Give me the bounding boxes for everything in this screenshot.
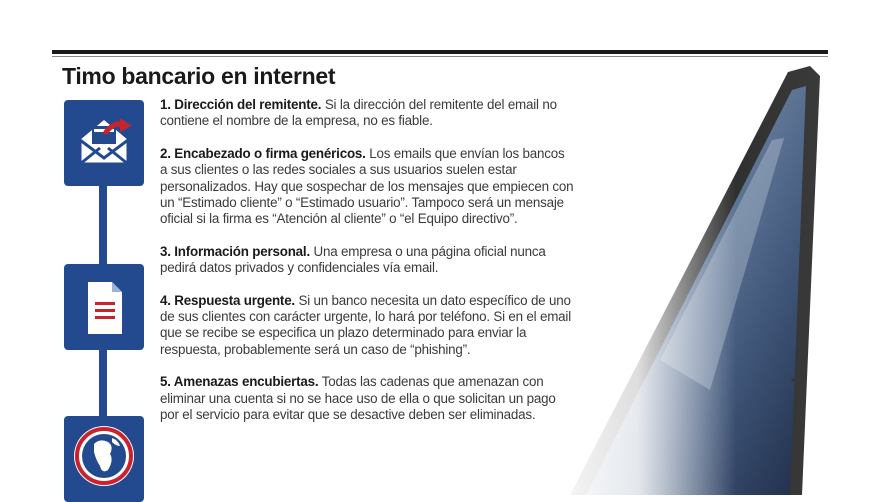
globe-icon <box>64 416 144 495</box>
top-rule-thin <box>52 56 828 57</box>
tip-heading: 2. Encabezado o firma genéricos. <box>160 145 366 161</box>
tip-body: Si un banco necesita un dato específico de uno de sus clientes con carácter urgente, lo hará por teléfono. Si en el email que se recibe se especifica un plazo determinado para enviar la respuesta, probablemente será un caso de “phishing”. <box>160 292 571 357</box>
tip-item-3 <box>160 244 575 277</box>
icon-connector-2 <box>99 350 107 416</box>
page-title: Timo bancario en internet <box>62 63 336 89</box>
tip-heading: 3. Información personal. <box>160 243 310 259</box>
email-icon-box <box>64 100 144 186</box>
tip-item-1 <box>160 97 575 130</box>
tip-item-5 <box>160 374 575 423</box>
tip-heading: 5. Amenazas encubiertas. <box>160 374 319 390</box>
tip-item-2 <box>160 146 575 228</box>
document-icon <box>64 264 144 350</box>
tip-body: Si la dirección del remitente del email no contiene el nombre de la empresa, no es fiable. <box>160 97 557 129</box>
tip-body: Los emails que envían los bancos a sus clientes o las redes sociales a sus usuarios suelen estar personalizados. Hay que sospechar de los mensajes que empiecen con un “Estimado cliente” o “Estimado usuario”. Tampoco será un mensaje oficial si la firma es “Atención al cliente” o “el Equipo directivo”. <box>160 145 574 227</box>
document-icon-box <box>64 264 144 350</box>
top-rule <box>52 50 828 54</box>
email-forward-icon <box>64 100 144 186</box>
tip-item-4 <box>160 293 575 359</box>
tip-heading: 4. Respuesta urgente. <box>160 292 295 308</box>
globe-icon-box <box>64 416 144 502</box>
monitor-illustration <box>540 60 880 495</box>
icon-connector-1 <box>99 186 107 264</box>
tips-list <box>160 97 575 440</box>
tip-body: Todas las cadenas que amenazan con eliminar una cuenta si no se hace uso de ella o que solicitan un pago por el servicio para evitar que se desactive deben ser eliminadas. <box>160 374 556 423</box>
tip-heading: 1. Dirección del remitente. <box>160 97 322 112</box>
tip-body: Una empresa o una página oficial nunca pedirá datos privados y confidenciales vía email. <box>160 243 546 276</box>
